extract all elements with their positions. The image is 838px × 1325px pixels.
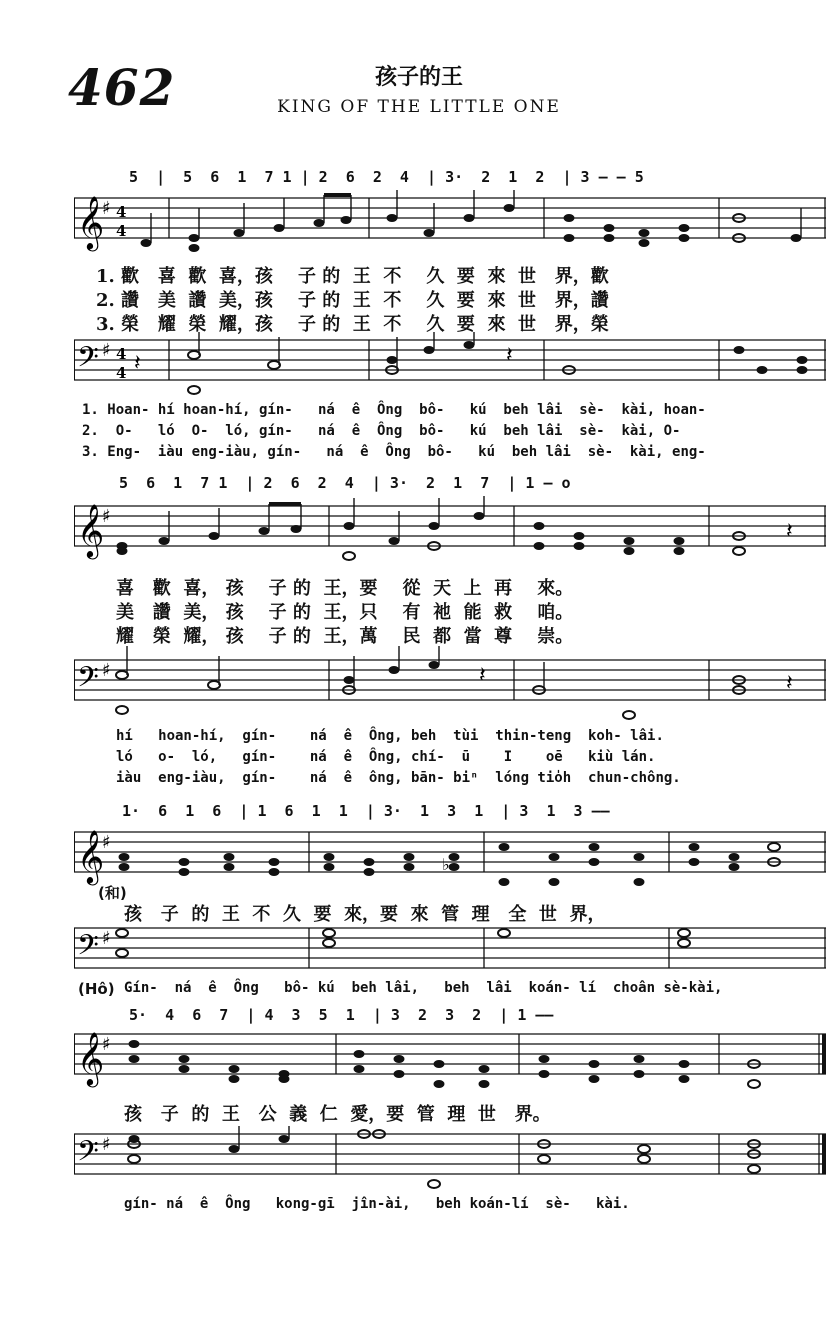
treble-staff: [74, 1026, 826, 1101]
jianpu-line: 5 | 5 6 1 7 1 | 2 6 2 4 | 3· 2 1 2 | 3 — — 5: [129, 168, 644, 186]
svg-text:𝄽: 𝄽: [786, 519, 793, 544]
music-system-4: [74, 1000, 826, 1210]
jianpu-line: 5· 4 6 7 | 4 3 5 1 | 3 2 3 2 | 1 ——: [129, 1006, 554, 1024]
svg-text:♯: ♯: [102, 832, 111, 853]
bass-staff: [74, 646, 826, 726]
lyrics-chinese-verse-2: 美 讚 美， 孩 子 的 王，只 有 祂 能 救 咱。: [116, 602, 574, 623]
svg-text:𝄞: 𝄞: [77, 195, 105, 249]
treble-staff: [74, 496, 826, 571]
lyrics-romanized-final: gín- ná ê Ông kong-gī jîn-ài, beh koán-lí sè- kài.: [124, 1196, 630, 1212]
jianpu-line: 5 6 1 7 1 | 2 6 2 4 | 3· 2 1 7 | 1 — o: [119, 474, 571, 492]
svg-text:𝄽: 𝄽: [506, 343, 513, 368]
svg-text:♯: ♯: [102, 340, 111, 361]
svg-text:𝄢: 𝄢: [77, 1135, 99, 1175]
lyrics-romanized-verse-1: 1. Hoan- hí hoan-hí, gín- ná ê Ông bô- kú beh lâi sè- kài, hoan-: [82, 402, 706, 418]
lyrics-romanized-verse-1: hí hoan-hí, gín- ná ê Ông, beh tùi thin-teng koh- lâi.: [116, 728, 664, 744]
svg-text:♯: ♯: [102, 198, 111, 219]
svg-text:𝄢: 𝄢: [77, 661, 99, 701]
refrain-label-romanized: (Hô): [78, 980, 115, 998]
svg-text:𝄞: 𝄞: [77, 503, 105, 557]
svg-text:𝄽: 𝄽: [479, 663, 486, 688]
lyrics-chinese-verse-3: 耀 榮 耀， 孩 子 的 王，萬 民 都 當 尊 崇。: [116, 626, 574, 647]
treble-staff: [74, 824, 826, 894]
lyrics-chinese-verse-1: 1. 歡 喜 歡 喜，孩 子 的 王 不 久 要 來 世 界，歡: [96, 266, 609, 287]
svg-text:𝄽: 𝄽: [786, 671, 793, 696]
svg-text:𝄢: 𝄢: [77, 929, 99, 969]
bass-staff: [74, 1126, 826, 1196]
svg-text:4: 4: [116, 364, 127, 382]
svg-text:4: 4: [116, 203, 127, 221]
lyrics-chinese-refrain: 孩 子 的 王 不 久 要 來，要 來 管 理 全 世 界，: [124, 904, 606, 925]
hymn-number: 462: [68, 58, 176, 117]
lyrics-romanized-verse-3: iàu eng-iàu, gín- ná ê ông, bān- biⁿ lóng tio̍h chun-chông.: [116, 770, 681, 786]
lyrics-romanized-refrain: Gín- ná ê Ông bô- kú beh lâi, beh lâi koán- lí choân sè-kài,: [124, 980, 723, 996]
svg-text:𝄞: 𝄞: [77, 1031, 105, 1085]
svg-text:♯: ♯: [102, 660, 111, 681]
music-system-1: [74, 160, 826, 470]
bass-staff: [74, 332, 826, 402]
hymn-title-chinese: 孩子的王: [374, 65, 463, 90]
lyrics-romanized-verse-2: ló o- ló, gín- ná ê Ông, chí- ū I oē kiù lán.: [116, 749, 656, 765]
lyrics-chinese-verse-3: 3. 榮 耀 榮 耀，孩 子 的 王 不 久 要 來 世 界，榮: [96, 314, 609, 335]
svg-text:♭: ♭: [442, 855, 450, 874]
jianpu-line: 1· 6 1 6 | 1 6 1 1 | 3· 1 3 1 | 3 1 3 ——: [122, 802, 610, 820]
hymn-title-english: KING OF THE LITTLE ONE: [277, 97, 561, 117]
refrain-label-chinese: (和): [98, 884, 127, 902]
svg-text:𝄽: 𝄽: [134, 351, 141, 376]
svg-text:𝄞: 𝄞: [77, 829, 105, 883]
svg-text:4: 4: [116, 345, 127, 363]
lyrics-chinese-final: 孩 子 的 王 公 義 仁 愛，要 管 理 世 界。: [124, 1104, 551, 1125]
svg-text:4: 4: [116, 222, 127, 240]
svg-text:♯: ♯: [102, 1134, 111, 1155]
treble-staff: [74, 190, 826, 260]
lyrics-chinese-verse-2: 2. 讚 美 讚 美，孩 子 的 王 不 久 要 來 世 界，讚: [96, 290, 609, 311]
lyrics-romanized-verse-2: 2. O- ló O- ló, gín- ná ê Ông bô- kú beh lâi sè- kài, O-: [82, 423, 681, 439]
svg-text:♯: ♯: [102, 928, 111, 949]
svg-text:♯: ♯: [102, 1034, 111, 1055]
lyrics-romanized-verse-3: 3. Eng- iàu eng-iàu, gín- ná ê Ông bô- kú beh lâi sè- kài, eng-: [82, 444, 706, 460]
bass-staff: [74, 924, 826, 979]
music-system-2: [74, 470, 826, 790]
music-system-3-refrain: [74, 796, 826, 1006]
svg-text:𝄢: 𝄢: [77, 341, 99, 381]
svg-text:♯: ♯: [102, 506, 111, 527]
lyrics-chinese-verse-1: 喜 歡 喜， 孩 子 的 王，要 從 天 上 再 來。: [116, 578, 574, 599]
